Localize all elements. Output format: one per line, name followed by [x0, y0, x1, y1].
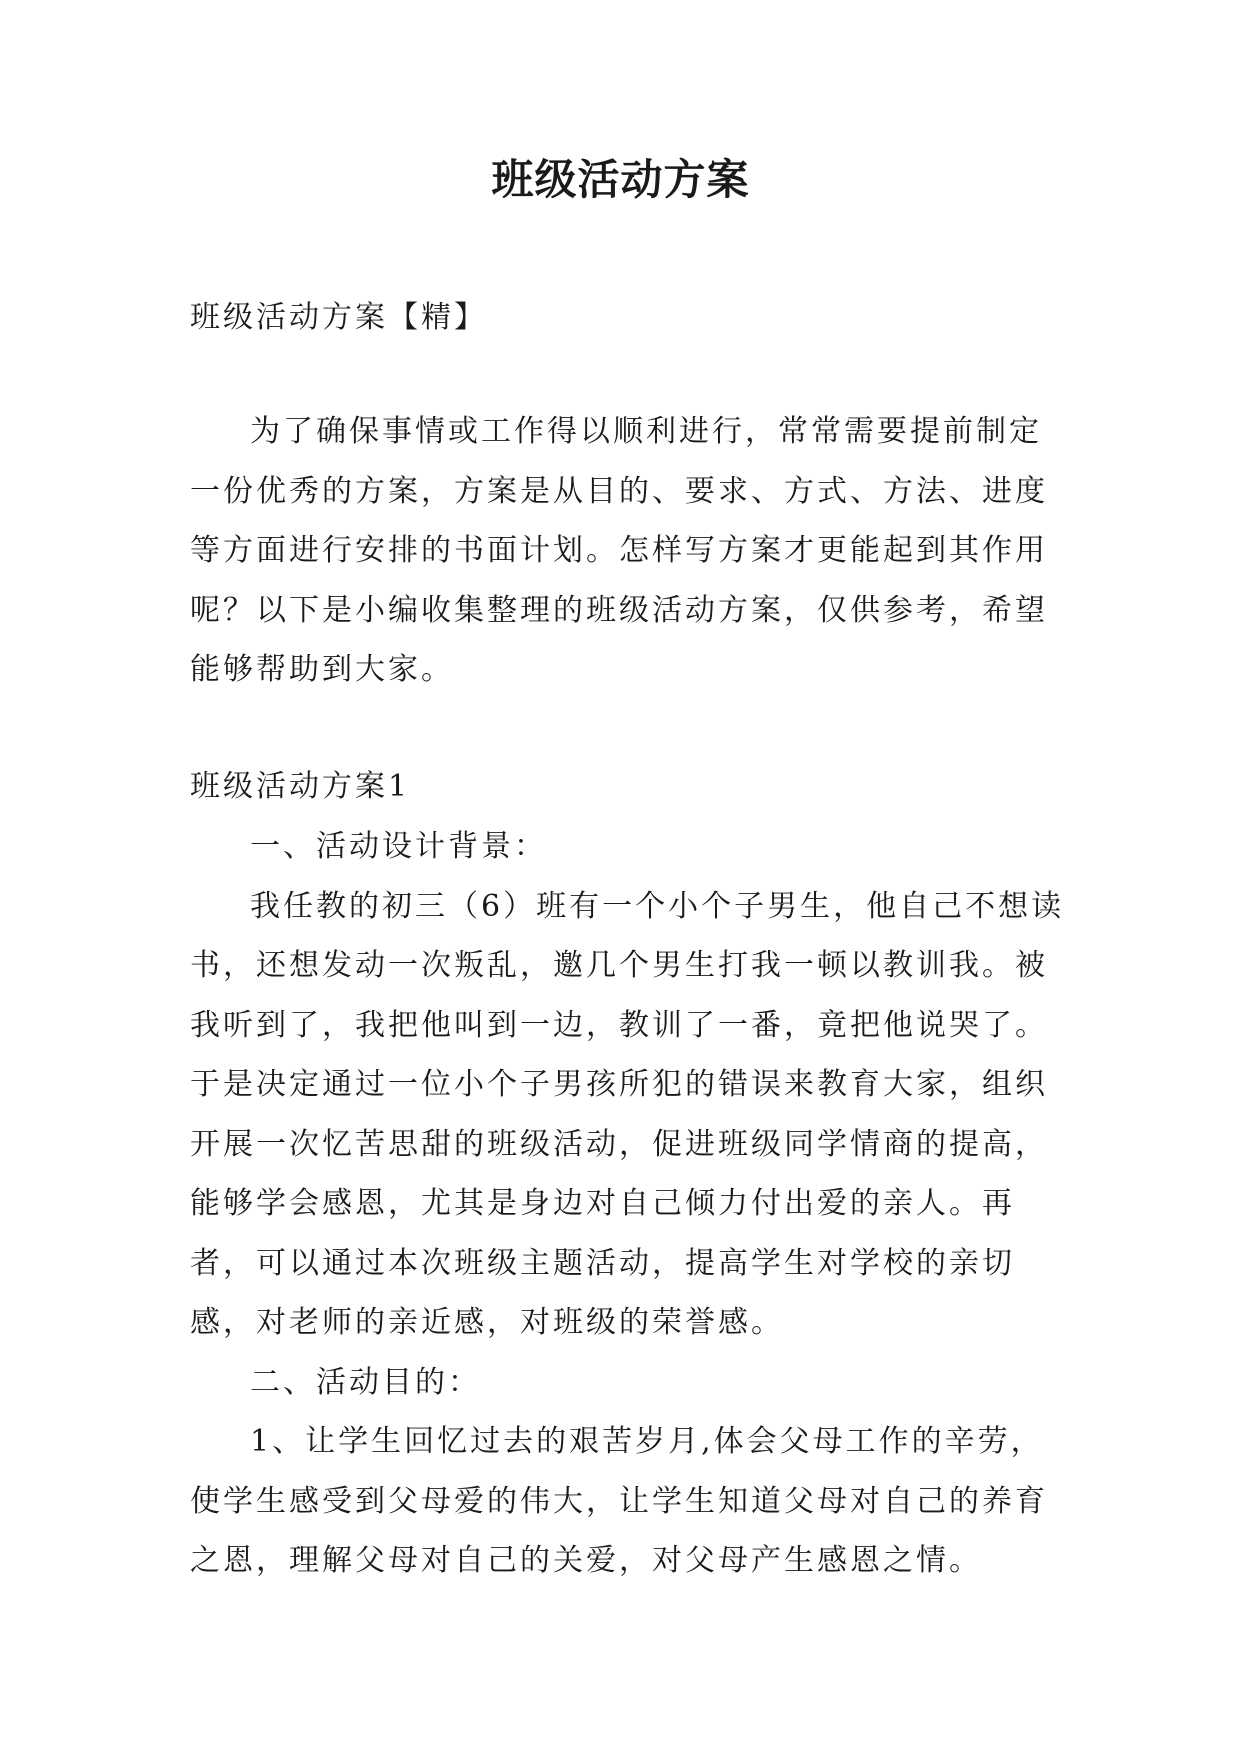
paragraph-purpose-1: 1、让学生回忆过去的艰苦岁月,体会父母工作的辛劳，使学生感受到父母爱的伟大，让学生知道父母对自己的养育之恩，理解父母对自己的关爱，对父母产生感恩之情。: [190, 1424, 1048, 1578]
section-heading: 班级活动方案1: [190, 769, 411, 804]
document-title: 班级活动方案: [491, 155, 750, 204]
paragraph-background: 我任教的初三（6）班有一个小个子男生，他自己不想读书，还想发动一次叛乱，邀几个男生打我一顿以教训我。被我听到了，我把他叫到一边，教训了一番，竟把他说哭了。于是决定通过一位小个子男孩所犯的错误来教育大家，组织开展一次忆苦思甜的班级活动，促进班级同学情商的提高，能够学会感恩，尤其是身边对自己倾力付出爱的亲人。再者，可以通过本次班级主题活动，提高学生对学校的亲切感，对老师的亲近感，对班级的荣誉感。: [190, 888, 1065, 1340]
heading-background: 一、活动设计背景：: [250, 829, 547, 864]
intro-section: [190, 402, 1070, 700]
document-subtitle: 班级活动方案【精】: [190, 300, 487, 335]
intro-paragraph: 为了确保事情或工作得以顺利进行，常常需要提前制定一份优秀的方案，方案是从目的、要求、方式、方法、进度等方面进行安排的书面计划。怎样写方案才更能起到其作用呢？以下是小编收集整理的班级活动方案，仅供参考，希望能够帮助到大家。: [190, 414, 1048, 687]
heading-purpose: 二、活动目的：: [250, 1364, 481, 1400]
section-body: [190, 817, 1070, 1591]
